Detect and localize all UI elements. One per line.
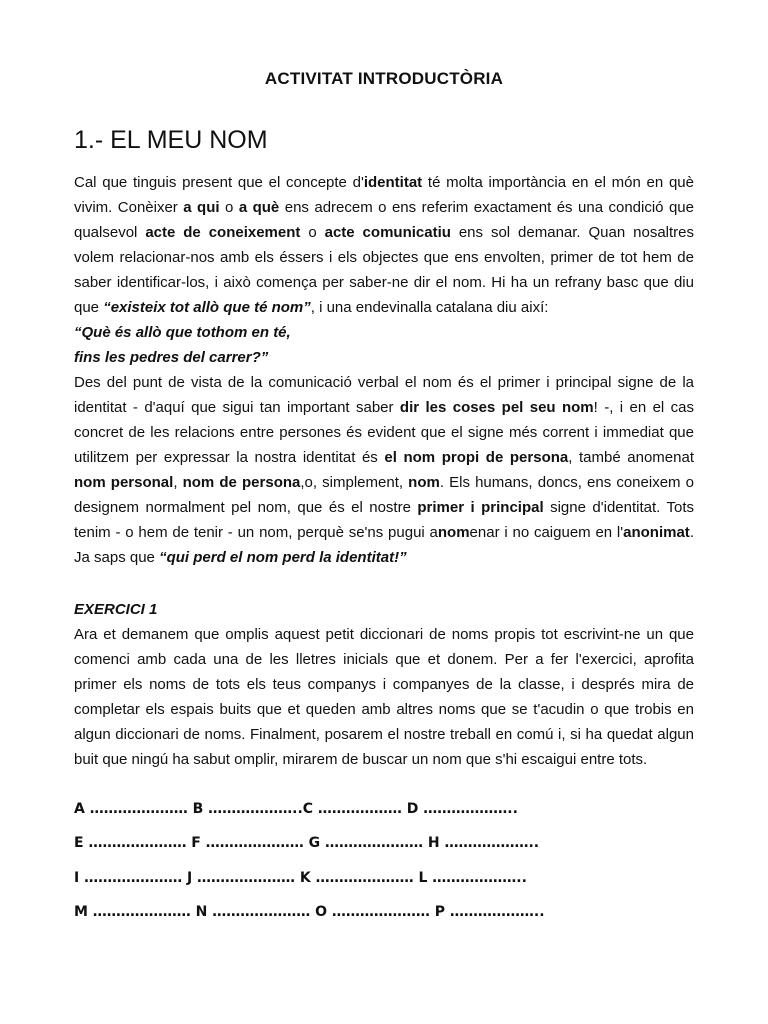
letter-row-e-h: E ………………… F ………………… G ………………… H ……………….. [74,835,540,851]
para1-bold-acte-comunicatiu: acte comunicatiu [324,224,451,241]
para1-text-5: o [300,224,325,241]
identity-paragraph [74,370,694,570]
para2-text-8: enar i no caiguem en l' [469,524,624,541]
para2-closing-quote: “qui perd el nom perd la identitat!” [159,549,407,566]
para1-text-2: té molta importància en el món en què vivim. Conèixer [74,174,694,216]
para1-bold-a-que: a què [238,199,280,216]
para1-text-7: , i una endevinalla catalana diu així: [310,299,549,316]
para2-text-3: , també anomenat [568,449,694,466]
para2-bold-4: nom de persona [182,474,301,491]
para2-bold-8: anonimat [623,524,690,541]
riddle-line-1: “Què és allò que tothom en té, [74,324,291,341]
para2-text-6: . Els humans, doncs, ens coneixem o designem normalment pel nom, que és el nostre [74,474,694,516]
letter-row-m-p: M ………………… N ………………… O ………………… P ……………….. [74,904,545,920]
para2-text-7: signe d'identitat. Tots tenim - o hem de tenir - un nom, perquè se'ns pugui a [74,499,694,541]
para2-text-1: Des del punt de vista de la comunicació verbal el nom és el primer i principal signe de la identitat - d'aquí que sigui tan important saber [74,374,694,416]
para1-basque-proverb: “existeix tot allò que té nom” [103,299,311,316]
para2-text-5: ,o, simplement, [300,474,409,491]
para1-bold-a-qui: a qui [183,199,220,216]
para1-text-1: Cal que tinguis present que el concepte d' [74,174,364,191]
para2-bold-6: primer i principal [417,499,544,516]
para2-text-4: , [173,474,183,491]
intro-paragraph [74,170,694,320]
para1-text-6: ens sol demanar. Quan nosaltres volem relacionar-nos amb els éssers i els objectes que ens envolten, primer de tot hem de saber identificar-los, i això comença per saber-ne dir el nom. Hi ha un refrany basc que diu que [74,224,695,316]
letter-row-i-l: I ………………… J ………………… K ………………… L ……………….. [74,870,527,886]
document-title: ACTIVITAT INTRODUCTÒRIA [264,69,504,88]
para1-bold-identitat: identitat [363,174,423,191]
para2-bold-5: nom [408,474,440,491]
para2-bold-7: nom [437,524,470,541]
para2-bold-3: nom personal [74,474,174,491]
para2-bold-1: dir les coses pel seu nom [399,399,594,416]
para1-text-4: ens adrecem o ens referim exactament és una condició que qualsevol [74,199,694,241]
para2-bold-2: el nom propi de persona [384,449,569,466]
exercise-title: EXERCICI 1 [74,601,158,618]
para2-text-9: . Ja saps que [74,524,694,566]
para1-text-3: o [219,199,239,216]
riddle-line-2: fins les pedres del carrer?” [74,349,269,366]
para2-text-2: ! -, i en el cas concret de les relacions entre persones és evident que el signe més corrent i immediat que utilitzem per expressar la nostra identitat és [74,399,694,466]
letter-row-a-d: A ………………… B ………………..C ……………… D ……………….. [74,801,518,817]
para1-bold-acte-coneixement: acte de coneixement [145,224,301,241]
exercise-instructions: Ara et demanem que omplis aquest petit diccionari de noms propis tot escrivint-ne un que comenci amb cada una de les lletres inicials que et donem. Per a fer l'exercici, aprofita primer els noms de tots els teus companys i companyes de la classe, i després mira de completar els espais buits que et queden amb altres noms que se t'acudin o que trobis en algun diccionari de noms. Finalment, posarem el nostre treball en comú i, si ha quedat algun buit que ningú ha sabut omplir, mirarem de buscar un nom que s'hi escaigui entre tots. [74,626,694,768]
section-heading: 1.- EL MEU NOM [74,126,268,154]
